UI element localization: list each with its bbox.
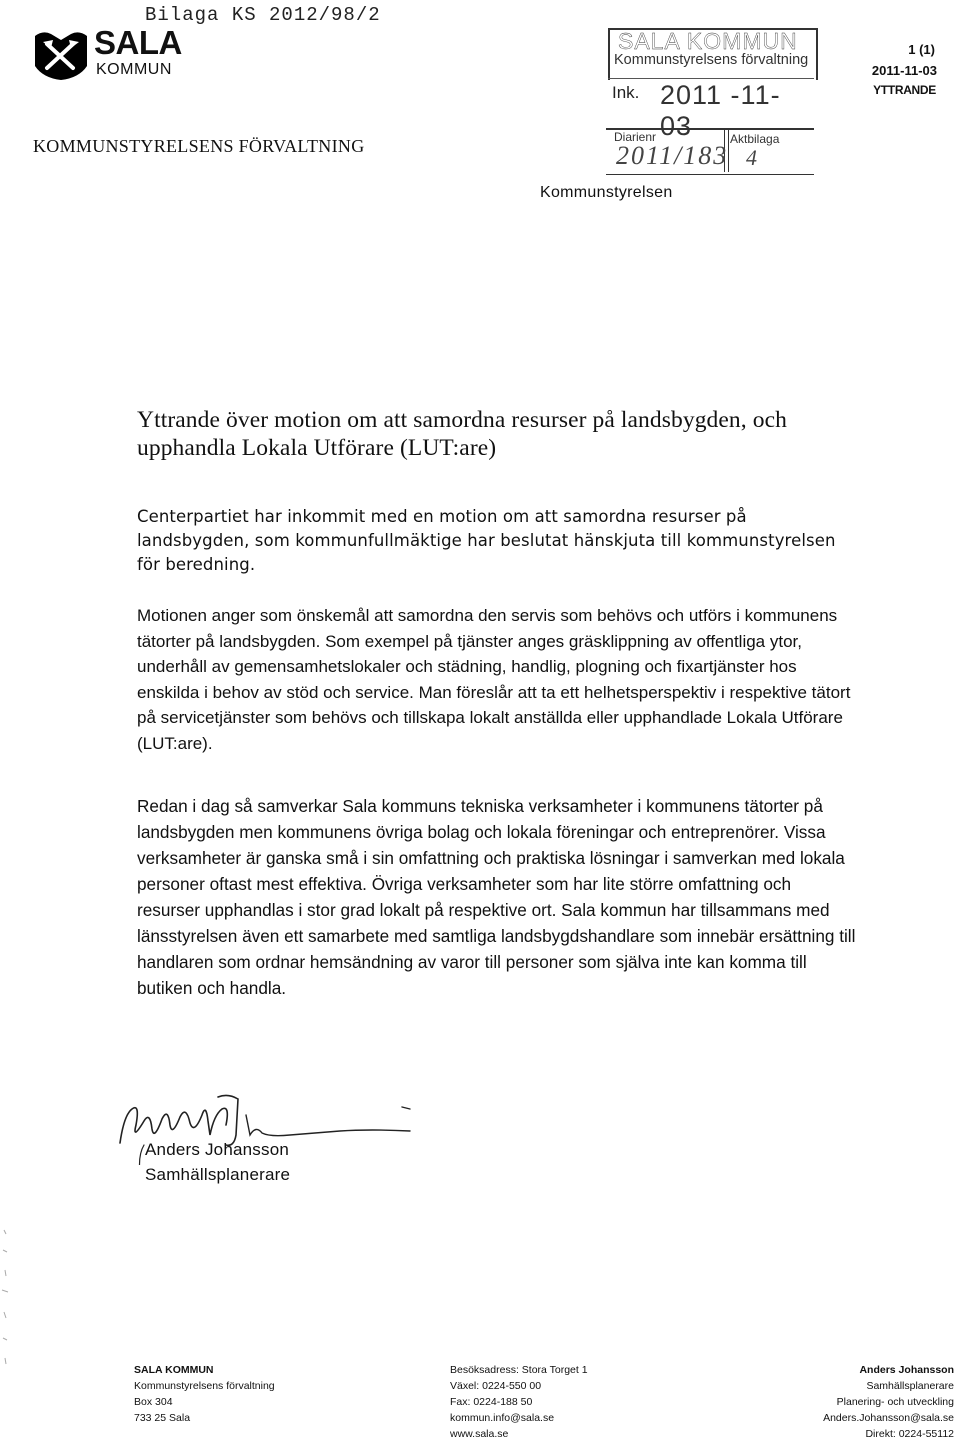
- received-stamp: [608, 28, 816, 172]
- footer-email: kommun.info@sala.se: [450, 1412, 555, 1424]
- footer-line: Kommunstyrelsens förvaltning: [134, 1380, 275, 1392]
- reference-code: Bilaga KS 2012/98/2: [145, 4, 381, 26]
- stamp-subtitle: Kommunstyrelsens förvaltning: [614, 52, 809, 68]
- stamp-dnr-value: 2011/183: [616, 141, 729, 170]
- stamp-akt-label: Aktbilaga: [730, 132, 780, 146]
- footer-line: Planering- och utveckling: [836, 1396, 954, 1408]
- footer-line: Samhällsplanerare: [866, 1380, 954, 1392]
- footer-handler-name: Anders Johansson: [859, 1364, 954, 1376]
- paragraph: Centerpartiet har inkommit med en motion om att samordna resurser på landsbygden, som kommunfullmäktige har beslutat hänskjuta till kommunstyrelsen för beredning.: [137, 507, 836, 574]
- stamp-title: SALA KOMMUN: [618, 28, 798, 54]
- footer-contact: [450, 1362, 588, 1442]
- footer-line: 733 25 Sala: [134, 1412, 191, 1424]
- document-date: 2011-11-03: [871, 63, 937, 78]
- scan-edge-mark: [0, 1220, 14, 1370]
- logo-subtitle: KOMMUN: [96, 61, 172, 78]
- recipient: Kommunstyrelsen: [540, 184, 673, 201]
- stamp-akt-value: 4: [746, 145, 757, 170]
- footer-line: Växel: 0224-550 00: [450, 1380, 542, 1392]
- footer-org: SALA KOMMUN: [134, 1364, 214, 1376]
- footer-handler: [823, 1362, 954, 1442]
- stamp-divider: [608, 78, 814, 79]
- document-type: YTTRANDE: [873, 83, 936, 97]
- footer-phone: Direkt: 0224-55112: [865, 1428, 954, 1440]
- paragraph: Redan i dag så samverkar Sala kommuns tekniska verksamheter i kommunens tätorter på landsbygden men kommunens övriga bolag och lokala föreningar och entreprenörer. Vissa verksamheter är ganska små i sin omfattning och praktiska lösningar i samverkan med lokala personer oftast mest effektiva. Övriga verksamheter som har lite större omfattning och resurser upphandlas i stor grad lokalt på respektive ort. Sala kommun har tillsammans med länsstyrelsen även ett samarbete med samtliga landsbygdshandlare som innebär ersättning till handlaren som ordnar hemsändning av varor till personer som själva inte kan komma till butiken och handla.: [137, 796, 856, 998]
- paragraph: Motionen anger som önskemål att samordna den servis som behövs och utförs i kommunens tätorter på landsbygden. Som exempel på tjänster anges gräsklippning av offentliga ytor, underhåll av gemensamhetslokaler och städning, handlig, plogning och fixartjänster hos enskilda i behov av stöd och service. Man föreslår att ta ett helhetsperspektiv i respektive tätort på servicetjänster som behövs och tillskapa lokalt anställda eller upphandlade Lokala Utförare (LUT:are).: [137, 606, 851, 753]
- footer-line: Besöksadress: Stora Torget 1: [450, 1364, 588, 1376]
- signatory-name: Anders Johansson: [145, 1140, 290, 1159]
- footer-line: Box 304: [134, 1396, 173, 1408]
- stamp-dnr-label: Diarienr: [614, 130, 657, 144]
- footer-website: www.sala.se: [450, 1428, 509, 1440]
- footer-line: Fax: 0224-188 50: [450, 1396, 533, 1408]
- footer-email: Anders.Johansson@sala.se: [823, 1412, 954, 1424]
- logo-name: SALA: [94, 24, 182, 61]
- footer-address: [134, 1362, 275, 1426]
- stamp-received-date: 2011 -11- 03: [660, 80, 781, 141]
- sala-logo-icon: [33, 30, 89, 80]
- page-number: 1 (1): [908, 42, 935, 57]
- stamp-ink-label: Ink.: [612, 83, 640, 102]
- department-name: KOMMUNSTYRELSENS FÖRVALTNING: [33, 136, 365, 156]
- document-title: Yttrande över motion om att samordna resurser på landsbygden, och upphandla Lokala Utförare (LUT:are): [137, 407, 787, 461]
- signatory-role: Samhällsplanerare: [145, 1165, 291, 1184]
